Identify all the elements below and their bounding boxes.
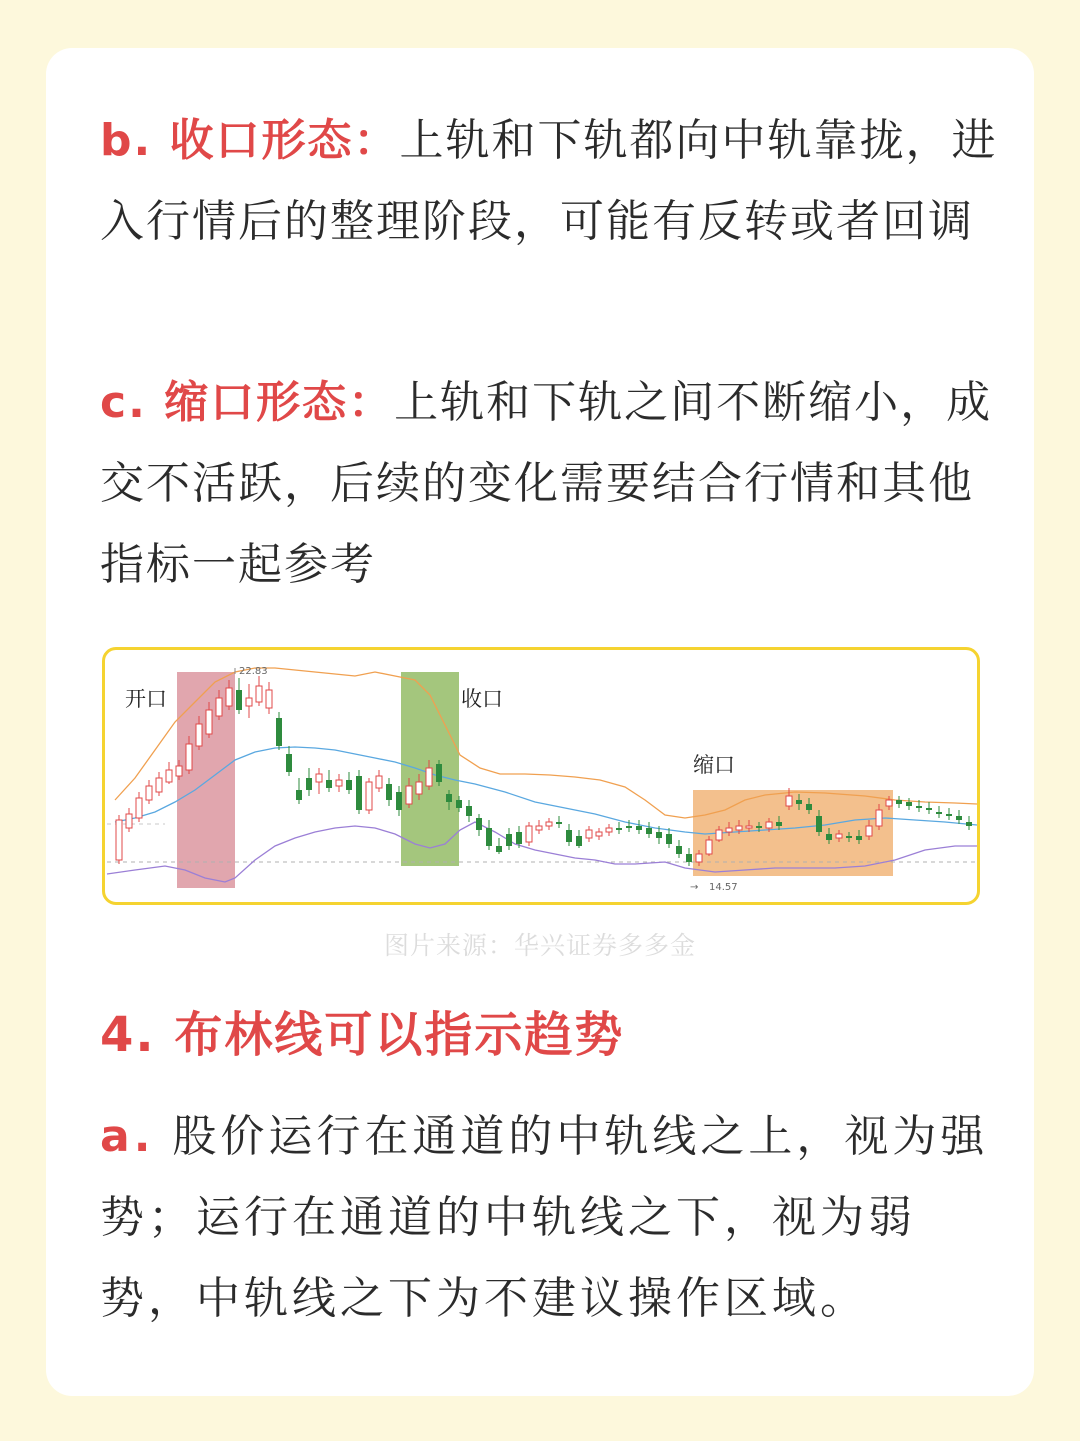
candle-body [616,828,622,830]
candle-body [726,828,732,832]
close-zone-label: 收口 [461,687,503,711]
candle-body [606,828,612,832]
candle-body [776,822,782,826]
candle-body [826,834,832,840]
paragraph-trend [100,1096,1000,1339]
candle-body [326,780,332,788]
candle-body [686,854,692,862]
candle-body [196,724,202,746]
trend-text: 股价运行在通道的中轨线之上，视为强势；运行在通道的中轨线之下，视为弱势，中轨线之下为不建议操作区域。 [100,1111,989,1324]
candle-body [626,826,632,828]
candle-body [376,776,382,788]
candle-body [346,780,352,790]
candle-body [556,822,562,824]
candle-body [206,710,212,734]
candle-body [486,828,492,846]
image-source-caption: 图片来源：华兴证券多多金 [383,931,696,960]
open-zone-label: 开口 [125,687,167,711]
candle-body [876,810,882,826]
candle-body [956,816,962,820]
candle-body [186,744,192,770]
candle-body [286,754,292,772]
candle-body [856,836,862,840]
candle-body [816,816,822,832]
candle-body [896,800,902,804]
candle-body [436,764,442,782]
candle-body [946,814,952,816]
candle-body [746,826,752,828]
candle-body [216,698,222,716]
candle-body [656,832,662,838]
candle-body [546,822,552,826]
candle-body [646,828,652,834]
low-price-marker: → [690,882,699,893]
candle-body [476,818,482,830]
narrowing-pattern-text: 上轨和下轨之间不断缩小，成交不活跃，后续的变化需要结合行情和其他指标一起参考 [100,377,993,590]
candle-body [706,840,712,854]
candle-body [176,766,182,776]
closing-pattern-text: 上轨和下轨都向中轨靠拢，进入行情后的整理阶段，可能有反转或者回调 [100,115,998,247]
candle-body [366,782,372,810]
candle-body [786,796,792,806]
candle-body [516,832,522,844]
candle-body [156,778,162,792]
candle-body [416,782,422,794]
candle-body [256,686,262,702]
candle-body [966,822,972,826]
candle-body [716,830,722,840]
candle-body [736,826,742,830]
candle-body [766,822,772,828]
closing-pattern-label: b. 收口形态： [100,115,400,166]
high-price-label: 22.83 [239,666,268,677]
candle-body [306,778,312,790]
candle-body [696,854,702,862]
candle-body [246,698,252,706]
candle-body [536,826,542,830]
low-price-label: 14.57 [709,882,738,893]
candle-body [446,794,452,802]
candle-body [236,690,242,710]
candle-body [406,786,412,804]
candle-body [636,826,642,830]
candle-body [296,790,302,800]
candle-body [396,792,402,810]
candle-body [386,784,392,800]
candle-body [906,802,912,806]
candle-body [676,846,682,854]
paragraph-narrowing-pattern [100,362,1000,605]
candle-body [916,806,922,808]
candle-body [586,830,592,838]
candle-body [796,800,802,804]
narrow-zone-label: 缩口 [693,753,735,777]
candle-body [846,836,852,838]
bollinger-chart-svg [105,650,977,902]
candle-body [466,806,472,816]
candle-body [806,804,812,810]
trend-label: a. [100,1111,155,1162]
candle-body [836,834,842,838]
candle-body [926,808,932,810]
candle-body [756,826,762,828]
section-heading: 4. 布林线可以指示趋势 [100,1007,625,1063]
candle-body [566,830,572,842]
candle-body [166,770,172,782]
candle-body [266,690,272,708]
candle-body [596,832,602,836]
candle-body [506,834,512,846]
candle-body [936,812,942,814]
candle-body [526,826,532,842]
candle-body [276,718,282,746]
candle-body [886,800,892,806]
candle-body [496,846,502,852]
candle-body [116,820,122,860]
candle-body [866,826,872,836]
candle-body [356,776,362,810]
paragraph-closing-pattern [100,100,1000,262]
bollinger-chart-image [102,647,980,905]
candle-body [426,768,432,786]
candle-body [226,688,232,706]
candle-body [576,836,582,846]
candle-body [316,774,322,782]
candle-body [336,780,342,786]
candle-body [126,814,132,828]
narrowing-pattern-label: c. 缩口形态： [100,377,395,428]
candle-body [666,834,672,844]
candle-body [146,786,152,800]
candle-body [136,798,142,818]
candle-body [456,800,462,808]
